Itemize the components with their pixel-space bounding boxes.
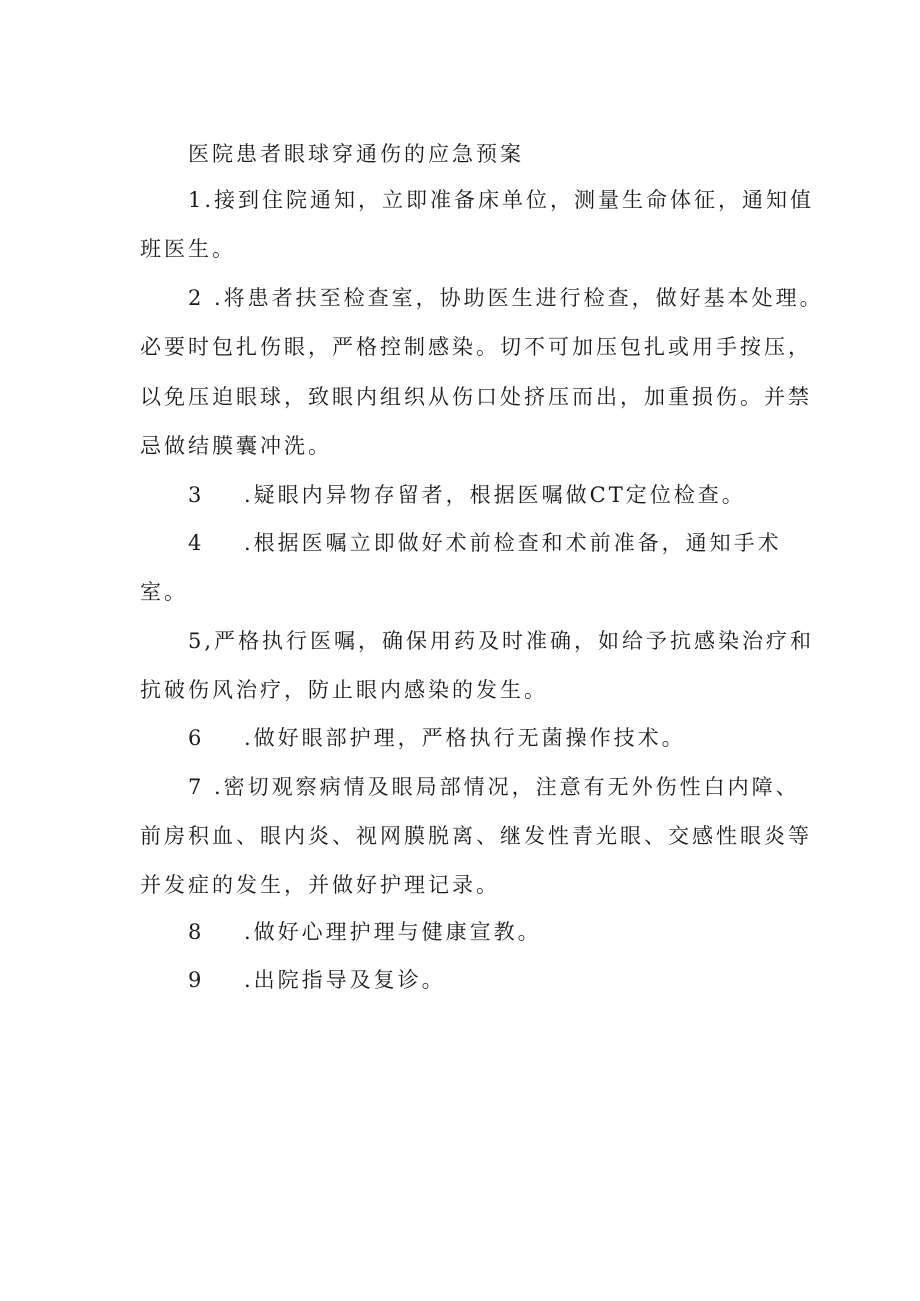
item-text: .出院指导及复诊。 [244, 968, 446, 992]
item-number: 3 [188, 483, 205, 507]
item-number: 8 [188, 920, 205, 944]
list-item-4-line-2: 室。 [140, 580, 188, 604]
item-number: 4 [188, 531, 205, 555]
item-text: .密切观察病情及眼局部情况，注意有无外伤性白内障、 [214, 775, 800, 799]
list-item-8-line-1 [188, 918, 542, 946]
list-item-7-line-1 [188, 773, 800, 801]
list-item-2-line-3: 以免压迫眼球，致眼内组织从伤口处挤压而出，加重损伤。并禁 [140, 385, 812, 409]
list-item-5-line-1 [188, 627, 814, 655]
list-item-7-line-2: 前房积血、眼内炎、视网膜脱离、继发性青光眼、交感性眼炎等 [140, 824, 812, 848]
item-text: .做好心理护理与健康宣教。 [244, 920, 542, 944]
item-text: .做好眼部护理，严格执行无菌操作技术。 [244, 726, 686, 750]
list-item-2-line-2: 必要时包扎伤眼，严格控制感染。切不可加压包扎或用手按压， [140, 335, 812, 359]
item-number: 5, [188, 629, 215, 653]
list-item-1-line-1 [188, 186, 814, 214]
item-number: 9 [188, 968, 205, 992]
document-title: 医院患者眼球穿通伤的应急预案 [188, 142, 524, 166]
item-text: .根据医嘱立即做好术前检查和术前准备，通知手术 [244, 531, 782, 555]
list-item-6-line-1 [188, 724, 686, 752]
list-item-7-line-3: 并发症的发生，并做好护理记录。 [140, 873, 500, 897]
list-item-1-line-2: 班医生。 [140, 237, 236, 261]
item-number: 7 [188, 775, 205, 799]
item-text: .将患者扶至检查室，协助医生进行检查，做好基本处理。 [214, 286, 824, 310]
list-item-2-line-4: 忌做结膜囊冲洗。 [140, 434, 332, 458]
item-text: 接到住院通知，立即准备床单位，测量生命体征，通知值 [214, 188, 815, 212]
item-number: 6 [188, 726, 205, 750]
list-item-2-line-1 [188, 284, 824, 312]
item-number: 2 [188, 286, 205, 310]
item-number: 1. [188, 188, 215, 212]
list-item-5-line-2: 抗破伤风治疗，防止眼内感染的发生。 [140, 678, 548, 702]
item-text: .疑眼内异物存留者，根据医嘱做CT定位检查。 [244, 483, 746, 507]
list-item-4-line-1 [188, 529, 782, 557]
list-item-3-line-1 [188, 481, 746, 509]
list-item-9-line-1 [188, 966, 446, 994]
item-text: 严格执行医嘱，确保用药及时准确，如给予抗感染治疗和 [214, 629, 815, 653]
